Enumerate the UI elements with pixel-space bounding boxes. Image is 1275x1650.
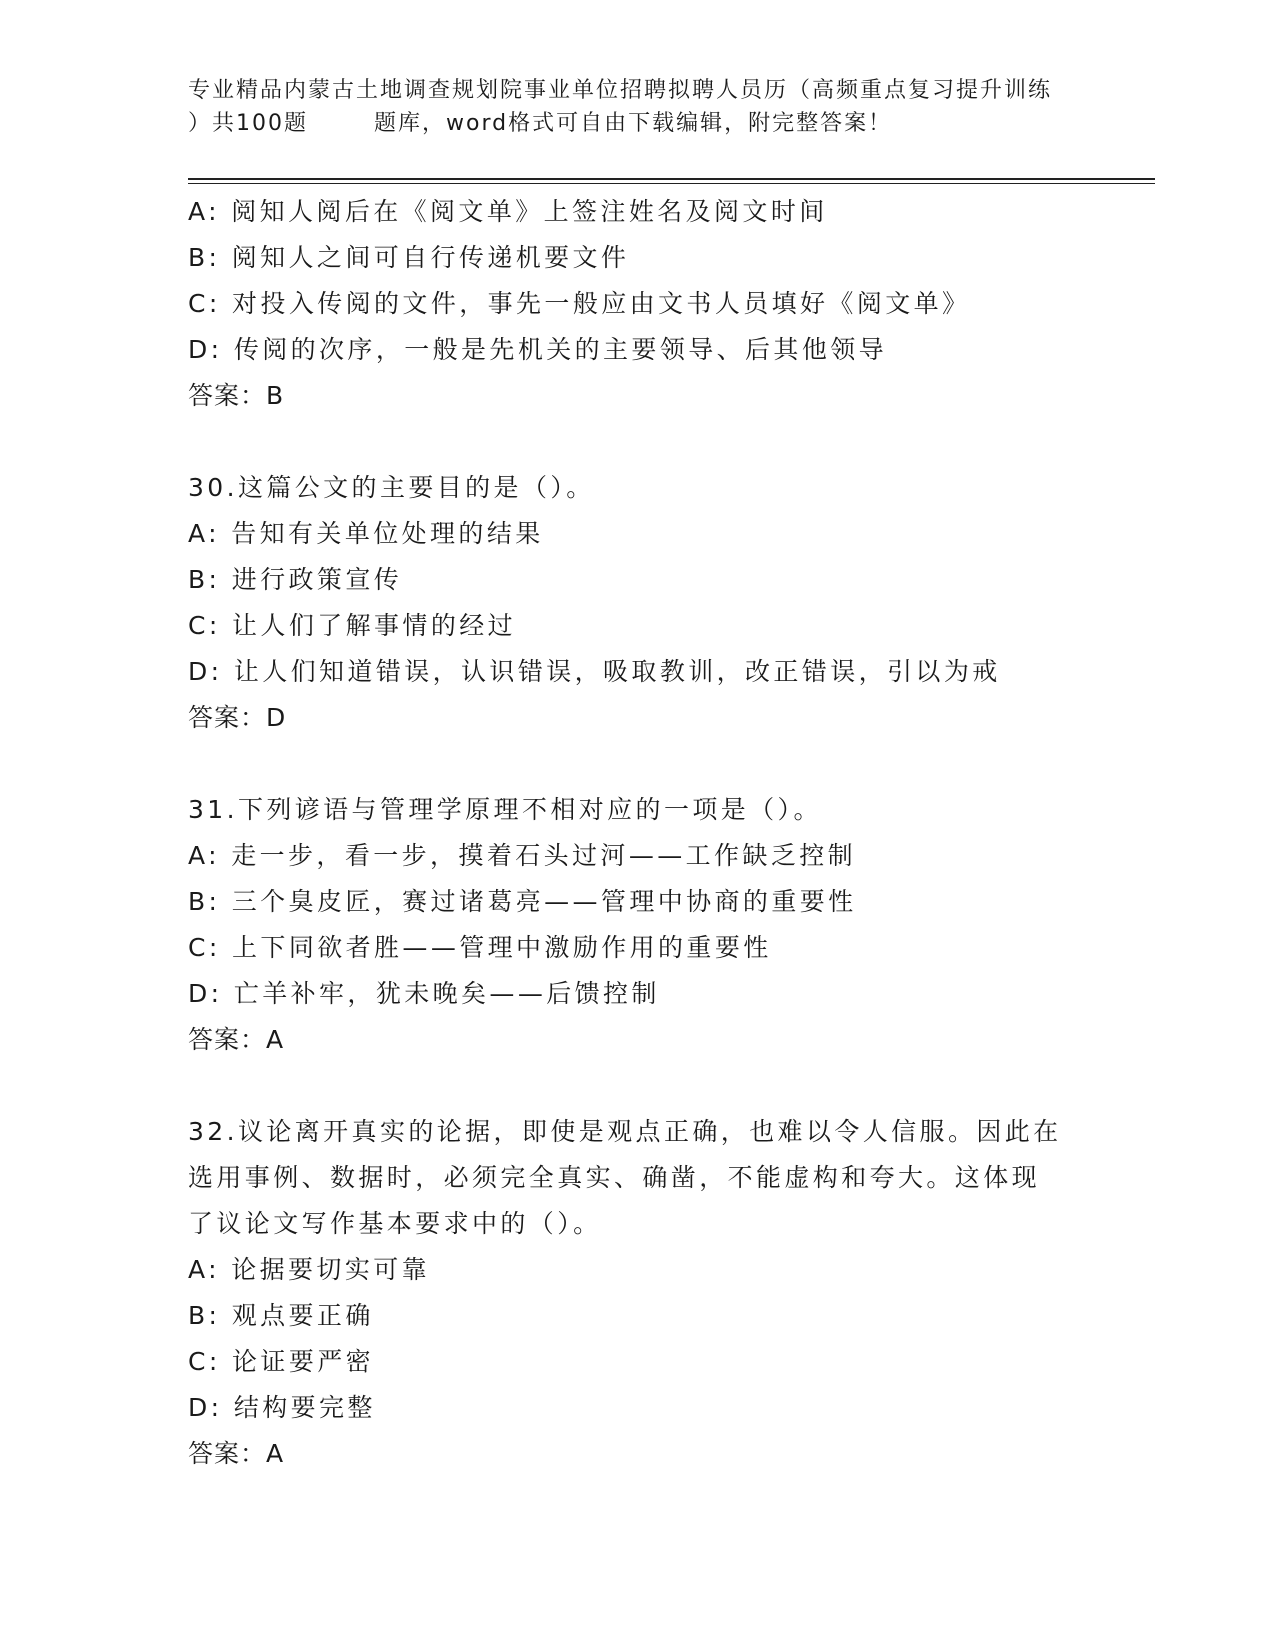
question-block-30 [188, 465, 1088, 741]
option-a: A: 告知有关单位处理的结果 [188, 519, 544, 548]
option-c: C: 对投入传阅的文件，事先一般应由文书人员填好《阅文单》 [188, 289, 971, 318]
document-header [188, 74, 1088, 140]
option-a: A: 论据要切实可靠 [188, 1255, 431, 1284]
header-title-line-1: 专业精品内蒙古土地调查规划院事业单位招聘拟聘人员历（高频重点复习提升训练 [188, 78, 1053, 103]
question-list [188, 189, 1088, 1477]
option-b: B: 观点要正确 [188, 1301, 374, 1330]
header-description: 题库，word格式可自由下载编辑，附完整答案！ [374, 111, 893, 136]
option-a: A: 走一步，看一步，摸着石头过河——工作缺乏控制 [188, 841, 857, 870]
question-block-29 [188, 189, 1088, 419]
question-text: 31.下列谚语与管理学原理不相对应的一项是（）。 [188, 795, 822, 824]
header-divider-thin [188, 183, 1155, 184]
question-spacer [188, 419, 1088, 465]
option-d: D: 亡羊补牢，犹未晚矣——后馈控制 [188, 979, 660, 1008]
header-title-line-2 [188, 107, 1088, 140]
option-d: D: 结构要完整 [188, 1393, 376, 1422]
option-b: B: 阅知人之间可自行传递机要文件 [188, 243, 630, 272]
option-c: C: 让人们了解事情的经过 [188, 611, 517, 640]
question-text-line-3: 了议论文写作基本要求中的（）。 [188, 1209, 602, 1238]
option-b: B: 三个臭皮匠，赛过诸葛亮——管理中协商的重要性 [188, 887, 857, 916]
header-count: ）共100题 [188, 111, 308, 136]
question-spacer [188, 741, 1088, 787]
option-b: B: 进行政策宣传 [188, 565, 403, 594]
answer-line: 答案：B [188, 381, 285, 410]
question-text-line-2: 选用事例、数据时，必须完全真实、确凿，不能虚构和夸大。这体现 [188, 1163, 1041, 1192]
answer-line: 答案：A [188, 1439, 285, 1468]
question-text: 30.这篇公文的主要目的是（）。 [188, 473, 595, 502]
option-d: D: 让人们知道错误，认识错误，吸取教训，改正错误，引以为戒 [188, 657, 1001, 686]
question-block-32 [188, 1109, 1088, 1477]
option-c: C: 论证要严密 [188, 1347, 375, 1376]
option-d: D: 传阅的次序，一般是先机关的主要领导、后其他领导 [188, 335, 888, 364]
question-text-line-1: 32.议论离开真实的论据，即使是观点正确，也难以令人信服。因此在 [188, 1117, 1062, 1146]
question-spacer [188, 1063, 1088, 1109]
header-divider-thick [188, 178, 1155, 180]
question-block-31 [188, 787, 1088, 1063]
option-a: A: 阅知人阅后在《阅文单》上签注姓名及阅文时间 [188, 197, 828, 226]
option-c: C: 上下同欲者胜——管理中激励作用的重要性 [188, 933, 772, 962]
answer-line: 答案：A [188, 1025, 285, 1054]
answer-line: 答案：D [188, 703, 287, 732]
